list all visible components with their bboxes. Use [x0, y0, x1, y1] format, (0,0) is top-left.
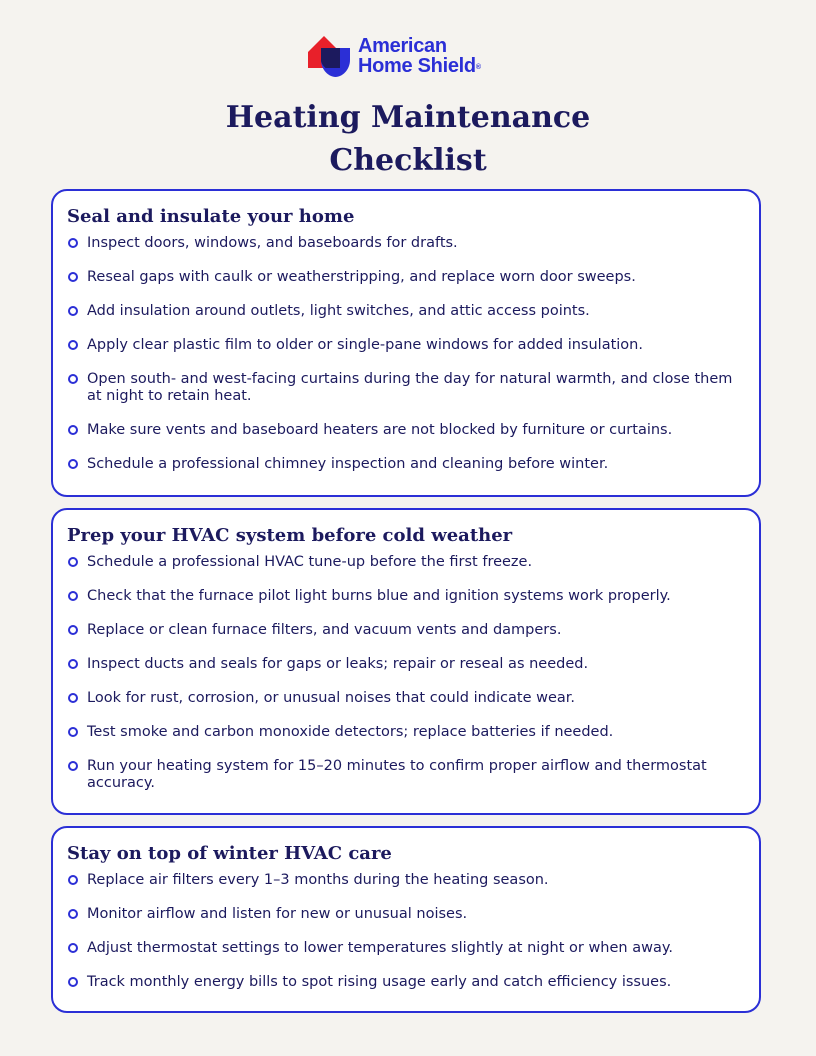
- checklist-item: [67, 758, 739, 792]
- bullet-circle-icon: [68, 340, 78, 350]
- checklist-item-text: Monitor airflow and listen for new or unusual noises.: [87, 906, 468, 922]
- checklist-item-text: Inspect doors, windows, and baseboards for drafts.: [87, 235, 458, 251]
- checklist-item-text: Look for rust, corrosion, or unusual noises that could indicate wear.: [87, 690, 576, 706]
- checklist-item-text: Open south- and west-facing curtains during the day for natural warmth, and close them at night to retain heat.: [87, 371, 733, 404]
- checklist-item-text: Add insulation around outlets, light switches, and attic access points.: [87, 303, 590, 319]
- checklist-item-text: Apply clear plastic film to older or single-pane windows for added insulation.: [87, 337, 643, 353]
- bullet-circle-icon: [68, 977, 78, 987]
- checklist-item: [67, 906, 739, 923]
- checklist-item: [67, 656, 739, 673]
- checklist-item-text: Make sure vents and baseboard heaters are not blocked by furniture or curtains.: [87, 422, 673, 438]
- checklist-item: [67, 337, 739, 354]
- checklist: [67, 235, 739, 473]
- checklist-item: [67, 554, 739, 571]
- checklist-item: [67, 974, 739, 991]
- bullet-circle-icon: [68, 306, 78, 316]
- bullet-circle-icon: [68, 238, 78, 248]
- page-title-line2: Checklist: [329, 143, 487, 178]
- bullet-circle-icon: [68, 727, 78, 737]
- checklist-item: [67, 724, 739, 741]
- bullet-circle-icon: [68, 875, 78, 885]
- checklist-item: [67, 588, 739, 605]
- bullet-circle-icon: [68, 943, 78, 953]
- checklist-item: [67, 303, 739, 320]
- brand-name-line2: Home Shield: [358, 55, 476, 77]
- checklist-item: [67, 872, 739, 889]
- brand-name: [358, 36, 481, 76]
- section-heading: Seal and insulate your home: [67, 206, 355, 227]
- checklist: [67, 554, 739, 792]
- checklist-item: [67, 422, 739, 439]
- section-winter-care: [51, 826, 761, 1013]
- page-title-line1: Heating Maintenance: [225, 100, 591, 135]
- checklist-item: [67, 690, 739, 707]
- bullet-circle-icon: [68, 272, 78, 282]
- bullet-circle-icon: [68, 761, 78, 771]
- checklist-item: [67, 456, 739, 473]
- section-prep-hvac: [51, 508, 761, 815]
- brand-logo: [308, 34, 481, 78]
- registered-mark: ®: [475, 64, 481, 71]
- bullet-circle-icon: [68, 459, 78, 469]
- bullet-circle-icon: [68, 625, 78, 635]
- house-shield-logo-icon: [308, 34, 350, 78]
- brand-name-line1: American: [358, 35, 447, 57]
- checklist-item: [67, 269, 739, 286]
- section-heading: Stay on top of winter HVAC care: [67, 843, 392, 864]
- checklist-item: [67, 371, 739, 405]
- bullet-circle-icon: [68, 693, 78, 703]
- checklist-item-text: Inspect ducts and seals for gaps or leaks; repair or reseal as needed.: [87, 656, 589, 672]
- checklist-item-text: Schedule a professional chimney inspection and cleaning before winter.: [87, 456, 609, 472]
- checklist-item: [67, 940, 739, 957]
- checklist-item-text: Replace or clean furnace filters, and vacuum vents and dampers.: [87, 622, 562, 638]
- bullet-circle-icon: [68, 909, 78, 919]
- checklist-item-text: Track monthly energy bills to spot rising usage early and catch efficiency issues.: [87, 974, 672, 990]
- checklist-item-text: Schedule a professional HVAC tune-up before the first freeze.: [87, 554, 533, 570]
- bullet-circle-icon: [68, 591, 78, 601]
- section-seal-insulate: [51, 189, 761, 497]
- checklist: [67, 872, 739, 991]
- bullet-circle-icon: [68, 374, 78, 384]
- bullet-circle-icon: [68, 557, 78, 567]
- checklist-item-text: Replace air filters every 1–3 months during the heating season.: [87, 872, 549, 888]
- bullet-circle-icon: [68, 425, 78, 435]
- checklist-item: [67, 235, 739, 252]
- checklist-item-text: Check that the furnace pilot light burns blue and ignition systems work properly.: [87, 588, 671, 604]
- section-heading: Prep your HVAC system before cold weather: [67, 525, 513, 546]
- checklist-item-text: Test smoke and carbon monoxide detectors; replace batteries if needed.: [87, 724, 614, 740]
- page-title: [0, 96, 816, 182]
- bullet-circle-icon: [68, 659, 78, 669]
- checklist-item-text: Run your heating system for 15–20 minutes to confirm proper airflow and thermostat accuracy.: [87, 758, 707, 791]
- checklist-item-text: Adjust thermostat settings to lower temperatures slightly at night or when away.: [87, 940, 673, 956]
- checklist-item: [67, 622, 739, 639]
- checklist-item-text: Reseal gaps with caulk or weatherstripping, and replace worn door sweeps.: [87, 269, 636, 285]
